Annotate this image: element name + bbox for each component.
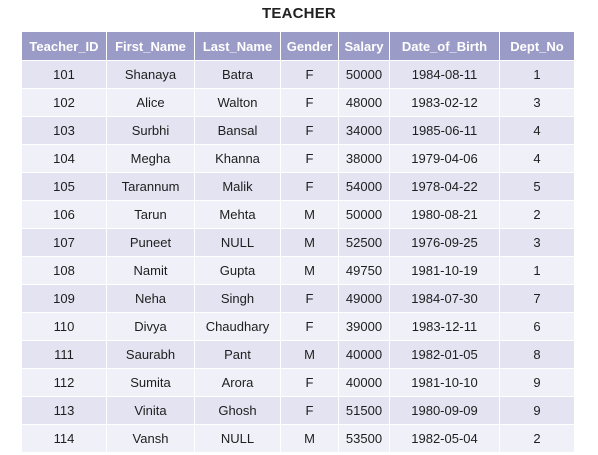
table-row bbox=[22, 425, 575, 453]
table-row bbox=[22, 369, 575, 397]
table-row bbox=[22, 341, 575, 369]
cell-dept-no: 8 bbox=[500, 341, 575, 369]
cell-teacher-id: 114 bbox=[22, 425, 107, 453]
cell-first-name: Megha bbox=[107, 145, 195, 173]
cell-gender: F bbox=[281, 369, 339, 397]
table-title: TEACHER bbox=[262, 5, 336, 22]
cell-date-of-birth: 1980-09-09 bbox=[390, 397, 500, 425]
cell-last-name: Ghosh bbox=[195, 397, 281, 425]
cell-salary: 34000 bbox=[339, 117, 390, 145]
cell-gender: F bbox=[281, 117, 339, 145]
cell-gender: M bbox=[281, 341, 339, 369]
cell-first-name: Tarannum bbox=[107, 173, 195, 201]
cell-dept-no: 6 bbox=[500, 313, 575, 341]
cell-gender: F bbox=[281, 285, 339, 313]
cell-salary: 39000 bbox=[339, 313, 390, 341]
cell-teacher-id: 103 bbox=[22, 117, 107, 145]
cell-salary: 50000 bbox=[339, 61, 390, 89]
cell-last-name: Khanna bbox=[195, 145, 281, 173]
cell-first-name: Surbhi bbox=[107, 117, 195, 145]
cell-date-of-birth: 1983-02-12 bbox=[390, 89, 500, 117]
cell-teacher-id: 113 bbox=[22, 397, 107, 425]
table-row bbox=[22, 201, 575, 229]
cell-first-name: Vinita bbox=[107, 397, 195, 425]
cell-last-name: Gupta bbox=[195, 257, 281, 285]
cell-salary: 51500 bbox=[339, 397, 390, 425]
table-row bbox=[22, 229, 575, 257]
cell-last-name: Pant bbox=[195, 341, 281, 369]
cell-teacher-id: 108 bbox=[22, 257, 107, 285]
cell-first-name: Divya bbox=[107, 313, 195, 341]
cell-gender: M bbox=[281, 257, 339, 285]
cell-date-of-birth: 1976-09-25 bbox=[390, 229, 500, 257]
table-row bbox=[22, 89, 575, 117]
cell-teacher-id: 102 bbox=[22, 89, 107, 117]
table-row bbox=[22, 145, 575, 173]
cell-date-of-birth: 1981-10-19 bbox=[390, 257, 500, 285]
cell-teacher-id: 110 bbox=[22, 313, 107, 341]
cell-dept-no: 1 bbox=[500, 61, 575, 89]
table-row bbox=[22, 285, 575, 313]
cell-first-name: Alice bbox=[107, 89, 195, 117]
cell-first-name: Tarun bbox=[107, 201, 195, 229]
cell-gender: F bbox=[281, 313, 339, 341]
cell-last-name: Singh bbox=[195, 285, 281, 313]
cell-salary: 54000 bbox=[339, 173, 390, 201]
cell-last-name: Malik bbox=[195, 173, 281, 201]
cell-last-name: Mehta bbox=[195, 201, 281, 229]
cell-dept-no: 7 bbox=[500, 285, 575, 313]
table-row bbox=[22, 61, 575, 89]
cell-date-of-birth: 1985-06-11 bbox=[390, 117, 500, 145]
cell-gender: M bbox=[281, 201, 339, 229]
table-body bbox=[22, 61, 575, 453]
cell-date-of-birth: 1982-05-04 bbox=[390, 425, 500, 453]
cell-dept-no: 2 bbox=[500, 201, 575, 229]
cell-gender: F bbox=[281, 173, 339, 201]
cell-date-of-birth: 1978-04-22 bbox=[390, 173, 500, 201]
cell-dept-no: 3 bbox=[500, 229, 575, 257]
cell-salary: 49750 bbox=[339, 257, 390, 285]
cell-salary: 40000 bbox=[339, 369, 390, 397]
cell-gender: F bbox=[281, 145, 339, 173]
cell-dept-no: 2 bbox=[500, 425, 575, 453]
column-header-date-of-birth: Date_of_Birth bbox=[390, 32, 500, 61]
cell-salary: 49000 bbox=[339, 285, 390, 313]
table-row bbox=[22, 397, 575, 425]
cell-last-name: Batra bbox=[195, 61, 281, 89]
cell-dept-no: 9 bbox=[500, 397, 575, 425]
table-header bbox=[22, 32, 575, 61]
table-row bbox=[22, 117, 575, 145]
cell-last-name: NULL bbox=[195, 425, 281, 453]
cell-teacher-id: 109 bbox=[22, 285, 107, 313]
cell-first-name: Neha bbox=[107, 285, 195, 313]
column-header-salary: Salary bbox=[339, 32, 390, 61]
column-header-teacher-id: Teacher_ID bbox=[22, 32, 107, 61]
table-row bbox=[22, 257, 575, 285]
cell-teacher-id: 106 bbox=[22, 201, 107, 229]
cell-teacher-id: 104 bbox=[22, 145, 107, 173]
cell-salary: 38000 bbox=[339, 145, 390, 173]
cell-gender: F bbox=[281, 89, 339, 117]
cell-date-of-birth: 1983-12-11 bbox=[390, 313, 500, 341]
cell-gender: F bbox=[281, 61, 339, 89]
cell-dept-no: 9 bbox=[500, 369, 575, 397]
cell-date-of-birth: 1981-10-10 bbox=[390, 369, 500, 397]
cell-date-of-birth: 1979-04-06 bbox=[390, 145, 500, 173]
cell-salary: 50000 bbox=[339, 201, 390, 229]
column-header-gender: Gender bbox=[281, 32, 339, 61]
cell-gender: F bbox=[281, 397, 339, 425]
cell-salary: 52500 bbox=[339, 229, 390, 257]
cell-dept-no: 4 bbox=[500, 117, 575, 145]
cell-gender: M bbox=[281, 425, 339, 453]
column-header-last-name: Last_Name bbox=[195, 32, 281, 61]
cell-first-name: Saurabh bbox=[107, 341, 195, 369]
cell-date-of-birth: 1980-08-21 bbox=[390, 201, 500, 229]
teacher-table bbox=[21, 31, 575, 453]
cell-salary: 48000 bbox=[339, 89, 390, 117]
table-row bbox=[22, 173, 575, 201]
cell-dept-no: 4 bbox=[500, 145, 575, 173]
column-header-dept-no: Dept_No bbox=[500, 32, 575, 61]
cell-salary: 53500 bbox=[339, 425, 390, 453]
cell-last-name: Walton bbox=[195, 89, 281, 117]
table-row bbox=[22, 313, 575, 341]
cell-last-name: Chaudhary bbox=[195, 313, 281, 341]
header-row bbox=[22, 32, 575, 61]
column-header-first-name: First_Name bbox=[107, 32, 195, 61]
cell-dept-no: 5 bbox=[500, 173, 575, 201]
cell-last-name: Bansal bbox=[195, 117, 281, 145]
cell-teacher-id: 101 bbox=[22, 61, 107, 89]
cell-last-name: NULL bbox=[195, 229, 281, 257]
cell-salary: 40000 bbox=[339, 341, 390, 369]
cell-teacher-id: 111 bbox=[22, 341, 107, 369]
cell-first-name: Puneet bbox=[107, 229, 195, 257]
cell-gender: M bbox=[281, 229, 339, 257]
cell-teacher-id: 105 bbox=[22, 173, 107, 201]
cell-date-of-birth: 1984-08-11 bbox=[390, 61, 500, 89]
cell-first-name: Sumita bbox=[107, 369, 195, 397]
cell-teacher-id: 112 bbox=[22, 369, 107, 397]
cell-date-of-birth: 1984-07-30 bbox=[390, 285, 500, 313]
cell-last-name: Arora bbox=[195, 369, 281, 397]
cell-first-name: Vansh bbox=[107, 425, 195, 453]
cell-dept-no: 3 bbox=[500, 89, 575, 117]
cell-dept-no: 1 bbox=[500, 257, 575, 285]
cell-first-name: Shanaya bbox=[107, 61, 195, 89]
cell-date-of-birth: 1982-01-05 bbox=[390, 341, 500, 369]
cell-teacher-id: 107 bbox=[22, 229, 107, 257]
cell-first-name: Namit bbox=[107, 257, 195, 285]
